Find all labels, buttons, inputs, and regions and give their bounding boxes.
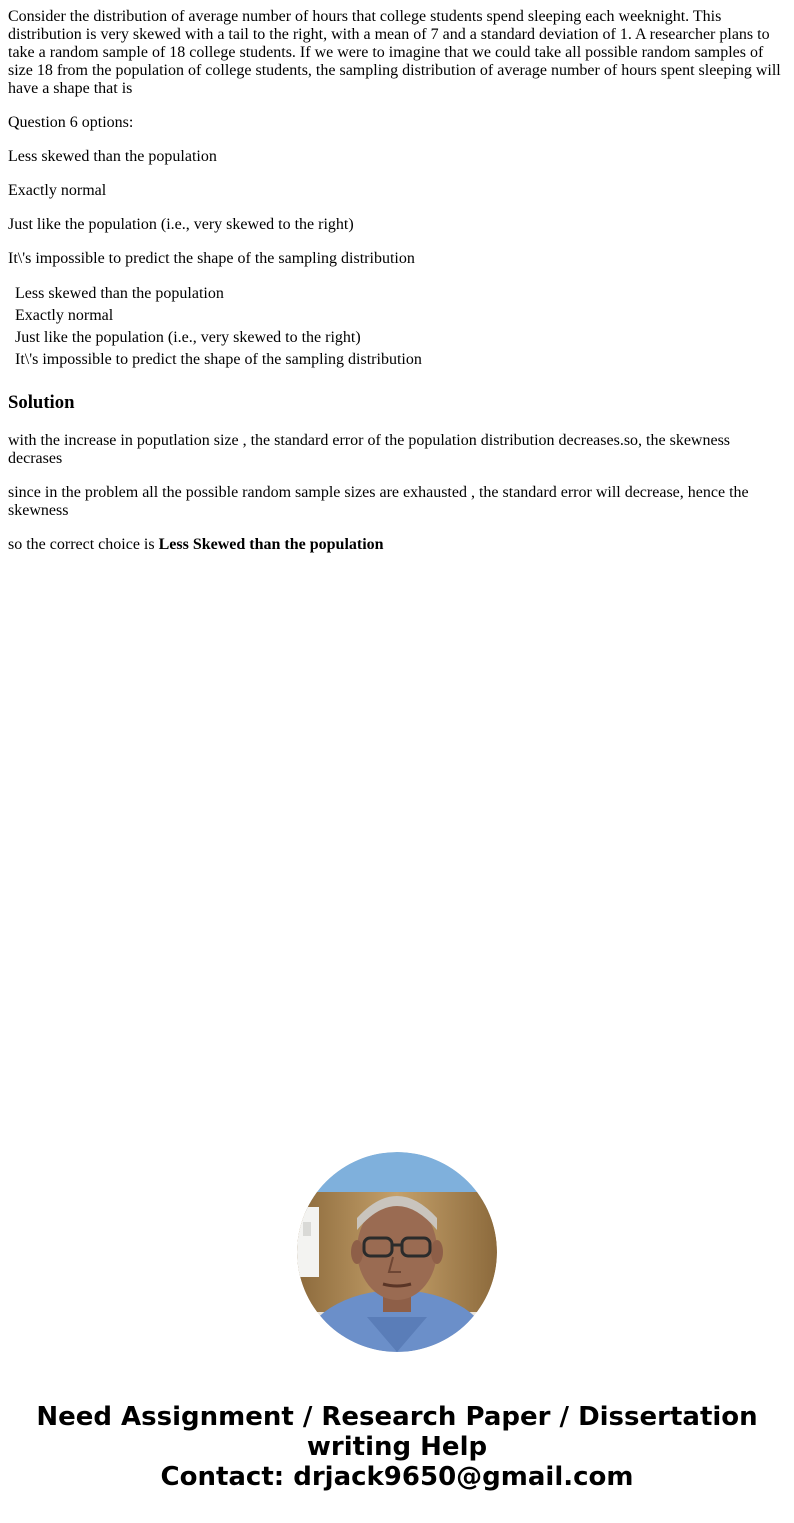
- page-content: [8, 8, 786, 570]
- option-text-1: Less skewed than the population: [8, 148, 217, 165]
- option-text-4: It\'s impossible to predict the shape of the sampling distribution: [8, 250, 415, 267]
- options-heading: Question 6 options:: [8, 114, 134, 131]
- person-photo-icon: [297, 1152, 497, 1352]
- promo-contact: Contact: drjack9650@gmail.com: [160, 1462, 634, 1492]
- solution-paragraph-1: with the increase in poputlation size , the standard error of the population distribution decreases.so, the skewness decrases: [8, 432, 731, 467]
- option-text-2: Exactly normal: [8, 182, 107, 199]
- table-row: [12, 284, 423, 304]
- promo-text: [0, 1402, 794, 1492]
- solution-heading: Solution: [8, 392, 75, 413]
- table-row: [12, 350, 423, 370]
- option-cell-3: Just like the population (i.e., very skewed to the right): [15, 329, 361, 346]
- table-row: [12, 328, 423, 348]
- question-text: Consider the distribution of average number of hours that college students spend sleeping each weeknight. This distribution is very skewed with a tail to the right, with a mean of 7 and a standard deviation of 1. A researcher plans to take a random sample of 18 college students. If we were to imagine that we could take all possible random samples of size 18 from the population of college students, the sampling distribution of average number of hours spent sleeping will have a shape that is: [8, 8, 781, 97]
- solution-answer: [8, 536, 786, 554]
- answer-bold: Less Skewed than the population: [158, 536, 384, 553]
- table-row: [12, 306, 423, 326]
- option-cell-2: Exactly normal: [15, 307, 114, 324]
- option-text-3: Just like the population (i.e., very skewed to the right): [8, 216, 354, 233]
- promo-footer: [0, 1152, 794, 1492]
- promo-line-2: writing Help: [306, 1432, 488, 1462]
- option-cell-4: It\'s impossible to predict the shape of the sampling distribution: [15, 351, 422, 368]
- solution-paragraph-2: since in the problem all the possible random sample sizes are exhausted , the standard error will decrease, hence the skewness: [8, 484, 749, 519]
- options-table: [10, 282, 425, 372]
- answer-prefix: so the correct choice is: [8, 536, 159, 553]
- option-cell-1: Less skewed than the population: [15, 285, 224, 302]
- promo-line-1: Need Assignment / Research Paper / Dissertation: [36, 1402, 758, 1432]
